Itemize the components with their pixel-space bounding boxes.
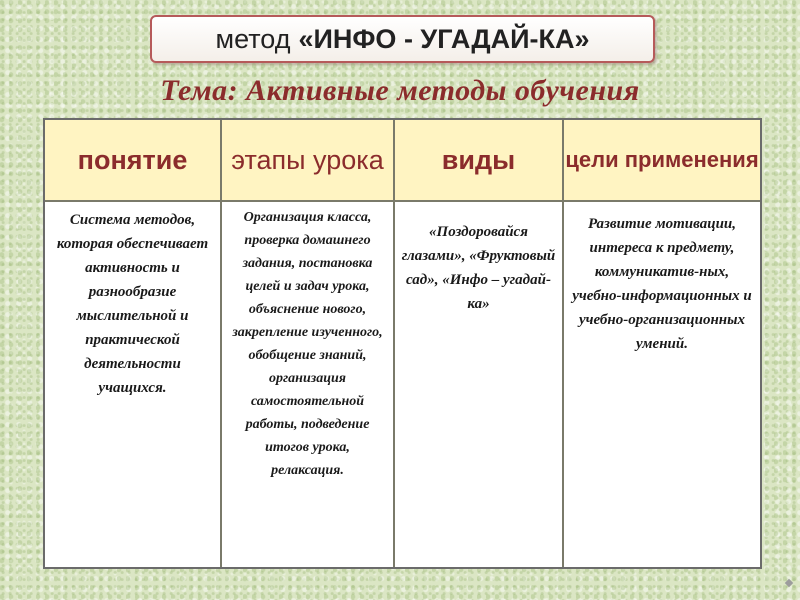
method-title-name: «ИНФО - УГАДАЙ-КА» [298,23,590,54]
topic-heading [0,74,800,108]
header-goals: цели применения [564,120,760,202]
slide-corner-marker [785,579,793,587]
header-lesson-stages: этапы урока [222,120,395,202]
cell-goals: Развитие мотивации, интереса к предмету, коммуникатив-ных, учебно-информационных и учебно-организационных умений. [564,202,760,567]
topic-text: Активные методы обучения [246,74,640,107]
methods-table [43,118,762,569]
cell-lesson-stages: Организация класса, проверка домашнего задания, постановка целей и задач урока, объяснение нового, закрепление изученного, обобщение знаний, организация самостоятельной работы, подведение итогов урока, релаксация. [222,202,395,567]
header-concept: понятие [45,120,222,202]
method-title-prefix: метод [215,23,291,54]
header-types: виды [395,120,564,202]
cell-types: «Поздоровайся глазами», «Фруктовый сад», «Инфо – угадай-ка» [395,202,564,567]
topic-label: Тема: [160,74,239,107]
method-title-banner [150,15,655,63]
cell-concept: Система методов, которая обеспечивает активность и разнообразие мыслительной и практической деятельности учащихся. [45,202,222,567]
